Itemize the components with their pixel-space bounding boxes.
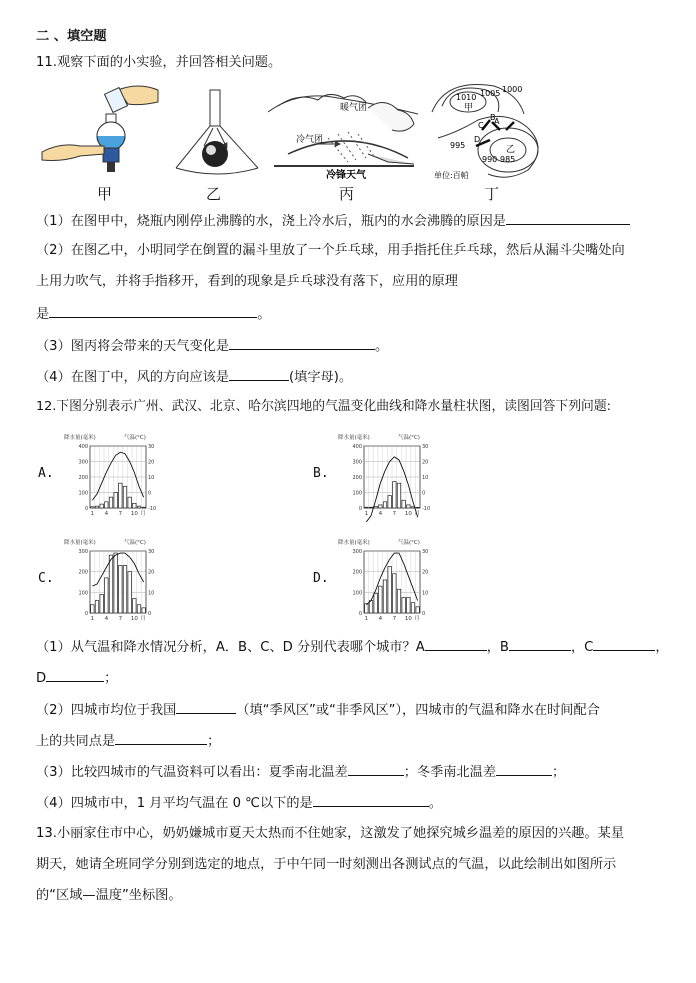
fig-c-cold-label: 冷气团: [296, 135, 324, 145]
q12-part4-end: 。: [428, 796, 442, 811]
fig-c-cold-front-illustration: [268, 82, 420, 182]
precip-bar: [128, 572, 131, 613]
precip-tick-label: 100: [352, 590, 362, 597]
temp-tick-label: -10: [422, 506, 431, 512]
q12-part4-text: （4）四城市中，1 月平均气温在 0 ℃以下的是: [36, 796, 313, 811]
chart-d-label: D.: [313, 571, 329, 586]
precip-bar: [133, 503, 136, 508]
q12-part1-end: ，: [655, 640, 669, 655]
precip-tick-label: 100: [78, 590, 88, 597]
q12-part2-blank-1[interactable]: [176, 700, 236, 714]
precip-tick-label: 200: [78, 569, 88, 576]
isobar-1010-label: 1010: [456, 93, 477, 102]
q12-part2-line2: [36, 731, 220, 751]
q12-part1-d: [36, 668, 117, 688]
q11-part1-blank[interactable]: [506, 211, 630, 225]
temp-tick-label: 30: [422, 549, 429, 555]
q12-stem: 12.下图分别表示广州、武汉、北京、哈尔滨四地的气温变化曲线和降水量柱状图，读图回答下列问题:: [36, 399, 611, 414]
precip-bar: [142, 507, 145, 508]
precip-bar: [95, 506, 98, 508]
precip-bar: [416, 507, 419, 508]
precip-bar: [91, 605, 94, 613]
q12-part1-blank-b[interactable]: [509, 637, 571, 651]
q12-part3-text: （3）比较四城市的气温资料可以看出：夏季南北温差: [36, 765, 348, 780]
q12-part3-blank-2[interactable]: [496, 762, 552, 776]
temp-tick-label: 0: [148, 490, 152, 497]
fig-c-warm-label: 暖气团: [340, 103, 368, 113]
temp-tick-label: -10: [148, 506, 157, 512]
temp-tick-label: 10: [422, 475, 429, 481]
precip-bar: [119, 565, 122, 613]
precip-bar: [383, 580, 386, 613]
q12-part2-mid: （填“季风区”或“非季风区”），四城市的气温和降水在时间配合: [236, 703, 600, 718]
isobar-1000-label: 1000: [502, 85, 523, 94]
precip-tick-label: 0: [358, 506, 362, 512]
month-tick-label: 4: [104, 511, 109, 517]
precip-axis-label: 降水量(毫米): [338, 435, 370, 441]
q11-stem: 11.观察下面的小实验，并回答相关问题。: [36, 55, 282, 70]
precip-bar: [100, 504, 103, 508]
precip-tick-label: 100: [352, 490, 362, 497]
temp-tick-label: 20: [422, 459, 429, 466]
fig-b-caption: 乙: [206, 185, 222, 203]
precip-bar: [365, 604, 368, 613]
precip-bar: [109, 555, 112, 613]
month-tick-label: 10: [404, 511, 412, 517]
precip-bar: [393, 482, 396, 508]
temp-tick-label: 10: [422, 590, 429, 597]
q12-part1-b: ，B: [486, 640, 509, 655]
chart-a: [62, 432, 170, 522]
chart-d: [336, 537, 444, 627]
month-tick-label: 4: [378, 511, 383, 517]
month-unit-label: 月: [414, 616, 420, 622]
precip-bar: [411, 603, 414, 613]
q12-part1: [36, 637, 669, 657]
fig-a-caption: 甲: [97, 185, 113, 203]
precip-axis-label: 降水量(毫米): [338, 540, 370, 546]
q12-part1-d-end: ；: [104, 671, 118, 686]
precip-tick-label: 0: [84, 611, 88, 617]
precip-bar: [379, 505, 382, 508]
q12-part1-blank-d[interactable]: [46, 668, 104, 682]
q11-part3-end: 。: [375, 339, 389, 354]
month-unit-label: 月: [414, 511, 420, 517]
q12-part2-line1: [36, 700, 600, 720]
precip-bar: [114, 493, 117, 509]
fig-c-caption: 丙: [339, 185, 355, 203]
month-tick-label: 7: [118, 616, 123, 622]
precip-bar: [91, 507, 94, 508]
precip-bar: [402, 500, 405, 508]
precip-bar: [402, 598, 405, 614]
precip-bar: [369, 601, 372, 613]
isobar-990-label: 990: [482, 155, 498, 164]
precip-bar: [95, 601, 98, 613]
arrow-a-label: A: [494, 117, 500, 126]
precip-bar: [100, 594, 103, 613]
precip-bar: [114, 553, 117, 613]
chart-b-label: B.: [313, 466, 329, 481]
q12-part2-blank-2[interactable]: [115, 731, 207, 745]
chart-c-label: C.: [38, 571, 54, 586]
precip-tick-label: 200: [352, 569, 362, 576]
precip-bar: [393, 574, 396, 613]
month-tick-label: 10: [130, 511, 138, 517]
q11-part3-blank[interactable]: [229, 336, 375, 350]
temp-axis-label: 气温(°C): [398, 540, 420, 546]
temp-tick-label: 20: [148, 459, 155, 466]
q13-line2: 期天，她请全班同学分别到选定的地点，于中午同一时刻测出各测试点的气温，以此绘制出如图所示: [36, 857, 617, 872]
q12-part1-blank-c[interactable]: [593, 637, 655, 651]
precip-tick-label: 200: [78, 475, 88, 481]
precip-axis-label: 降水量(毫米): [64, 435, 96, 441]
month-tick-label: 1: [364, 511, 369, 517]
precip-bar: [416, 607, 419, 613]
precip-bar: [119, 483, 122, 508]
q12-part1-text: （1）从气温和降水情况分析，A．B、C、D 分别代表哪个城市？A: [36, 640, 425, 655]
precip-bar: [365, 507, 368, 508]
fig-b-funnel-illustration: [170, 88, 265, 180]
q12-part4: [36, 793, 442, 813]
temp-tick-label: 0: [422, 611, 426, 617]
month-tick-label: 4: [378, 616, 383, 622]
fig-d-caption: 丁: [484, 185, 500, 203]
precip-axis-label: 降水量(毫米): [64, 540, 96, 546]
temp-tick-label: 10: [148, 590, 155, 597]
q12-part2-text: （2）四城市均位于我国: [36, 703, 177, 718]
precip-tick-label: 400: [352, 444, 362, 450]
precip-tick-label: 300: [352, 549, 362, 555]
arrow-b-label: B: [490, 113, 496, 122]
q11-part2-line2: 上用力吹气，并将手指移开，看到的现象是乒乓球没有落下，应用的原理: [36, 274, 458, 289]
q12-part4-blank[interactable]: [313, 793, 429, 807]
q12-part3-mid: ；冬季南北温差: [403, 765, 497, 780]
precip-tick-label: 300: [352, 459, 362, 466]
precip-bar: [137, 506, 140, 508]
q11-part1: [36, 211, 630, 231]
q11-part1-text: （1）在图甲中，烧瓶内刚停止沸腾的水，浇上冷水后，瓶内的水会沸腾的原因是: [36, 214, 506, 229]
precip-tick-label: 0: [84, 506, 88, 512]
month-tick-label: 1: [90, 616, 95, 622]
temp-tick-label: 30: [148, 549, 155, 555]
precip-bar: [133, 599, 136, 613]
fig-c-bottom-label: 冷锋天气: [326, 170, 366, 181]
precip-bar: [397, 589, 400, 613]
temp-tick-label: 0: [422, 490, 426, 497]
precip-tick-label: 300: [78, 549, 88, 555]
month-tick-label: 4: [104, 616, 109, 622]
month-tick-label: 1: [364, 616, 369, 622]
chart-c: [62, 537, 170, 627]
precip-bar: [388, 567, 391, 614]
q12-part1-c: ，C: [570, 640, 594, 655]
chart-a-label: A.: [38, 466, 54, 481]
q11-part3: [36, 336, 388, 356]
precip-tick-label: 400: [78, 444, 88, 450]
temp-tick-label: 0: [148, 611, 152, 617]
month-tick-label: 10: [130, 616, 138, 622]
fig-d-isobar-map: [428, 82, 558, 182]
q11-part2-end: 。: [257, 307, 271, 322]
arrow-d-label: D: [474, 135, 481, 144]
precip-tick-label: 300: [78, 459, 88, 466]
month-tick-label: 7: [392, 616, 397, 622]
isobar-1005-label: 1005: [480, 89, 501, 98]
q12-part2-line2-text: 上的共同点是: [36, 734, 116, 749]
precip-bar: [379, 586, 382, 613]
q12-part3-blank-1[interactable]: [348, 762, 404, 776]
q13-line3: 的“区域—温度”坐标图。: [36, 888, 182, 903]
chart-b: [336, 432, 444, 522]
temp-axis-label: 气温(°C): [398, 435, 420, 441]
precip-bar: [407, 598, 410, 614]
precip-bar: [383, 502, 386, 508]
precip-bar: [105, 502, 108, 508]
precip-bar: [397, 483, 400, 508]
q11-part3-text: （3）图丙将会带来的天气变化是: [36, 339, 230, 354]
temp-tick-label: 30: [148, 444, 155, 450]
month-unit-label: 月: [140, 616, 146, 622]
precip-bar: [374, 506, 377, 508]
section-title: 二 、填空题: [36, 29, 107, 44]
q11-part4: [36, 367, 352, 387]
temp-tick-label: 10: [148, 475, 155, 481]
month-tick-label: 10: [404, 616, 412, 622]
month-unit-label: 月: [140, 511, 146, 517]
arrow-c-label: C: [478, 121, 484, 130]
q12-part1-d-text: D: [36, 671, 47, 686]
q12-part3-end: ；: [552, 765, 566, 780]
fig-a-flask-illustration: [40, 82, 165, 182]
temp-axis-label: 气温(°C): [124, 540, 146, 546]
temp-tick-label: 20: [422, 569, 429, 576]
q11-part4-blank[interactable]: [229, 367, 289, 381]
q11-part4-end: (填字母)。: [289, 370, 353, 385]
month-tick-label: 7: [392, 511, 397, 517]
precip-bar: [137, 605, 140, 613]
high-pressure-label: 甲: [464, 103, 474, 113]
q13-line1: 13.小丽家住市中心，奶奶嫌城市夏天太热而不住她家，这激发了她探究城乡温差的原因的兴趣。某星: [36, 826, 625, 841]
q12-part2-line2-end: ；: [207, 734, 221, 749]
temp-tick-label: 30: [422, 444, 429, 450]
fig-d-unit-label: 单位:百帕: [434, 171, 469, 180]
precip-bar: [388, 496, 391, 508]
temp-axis-label: 气温(°C): [124, 435, 146, 441]
temp-tick-label: 20: [148, 569, 155, 576]
q11-part4-text: （4）在图丁中，风的方向应该是: [36, 370, 230, 385]
q12-part1-blank-a[interactable]: [425, 637, 487, 651]
precip-bar: [142, 608, 145, 613]
q11-part2-line3: [36, 304, 270, 324]
q11-part2-blank[interactable]: [49, 304, 257, 318]
q12-part3: [36, 762, 565, 782]
precip-tick-label: 200: [352, 475, 362, 481]
precip-bar: [374, 593, 377, 613]
q11-part2-line1: （2）在图乙中，小明同学在倒置的漏斗里放了一个乒乓球，用手指托住乒乓球，然后从漏斗尖嘴处向: [36, 243, 625, 258]
q11-part2-line3-text: 是: [36, 307, 50, 322]
precip-bar: [369, 507, 372, 508]
isobar-985-label: 985: [500, 155, 516, 164]
precip-tick-label: 0: [358, 611, 362, 617]
low-pressure-label: 乙: [506, 145, 516, 155]
precip-bar: [109, 497, 112, 508]
precip-bar: [123, 565, 126, 613]
precip-bar: [123, 486, 126, 508]
precip-bar: [105, 578, 108, 613]
isobar-995-label: 995: [450, 141, 466, 150]
precip-bar: [407, 505, 410, 508]
precip-bar: [128, 497, 131, 508]
precip-tick-label: 100: [78, 490, 88, 497]
month-tick-label: 1: [90, 511, 95, 517]
month-tick-label: 7: [118, 511, 123, 517]
